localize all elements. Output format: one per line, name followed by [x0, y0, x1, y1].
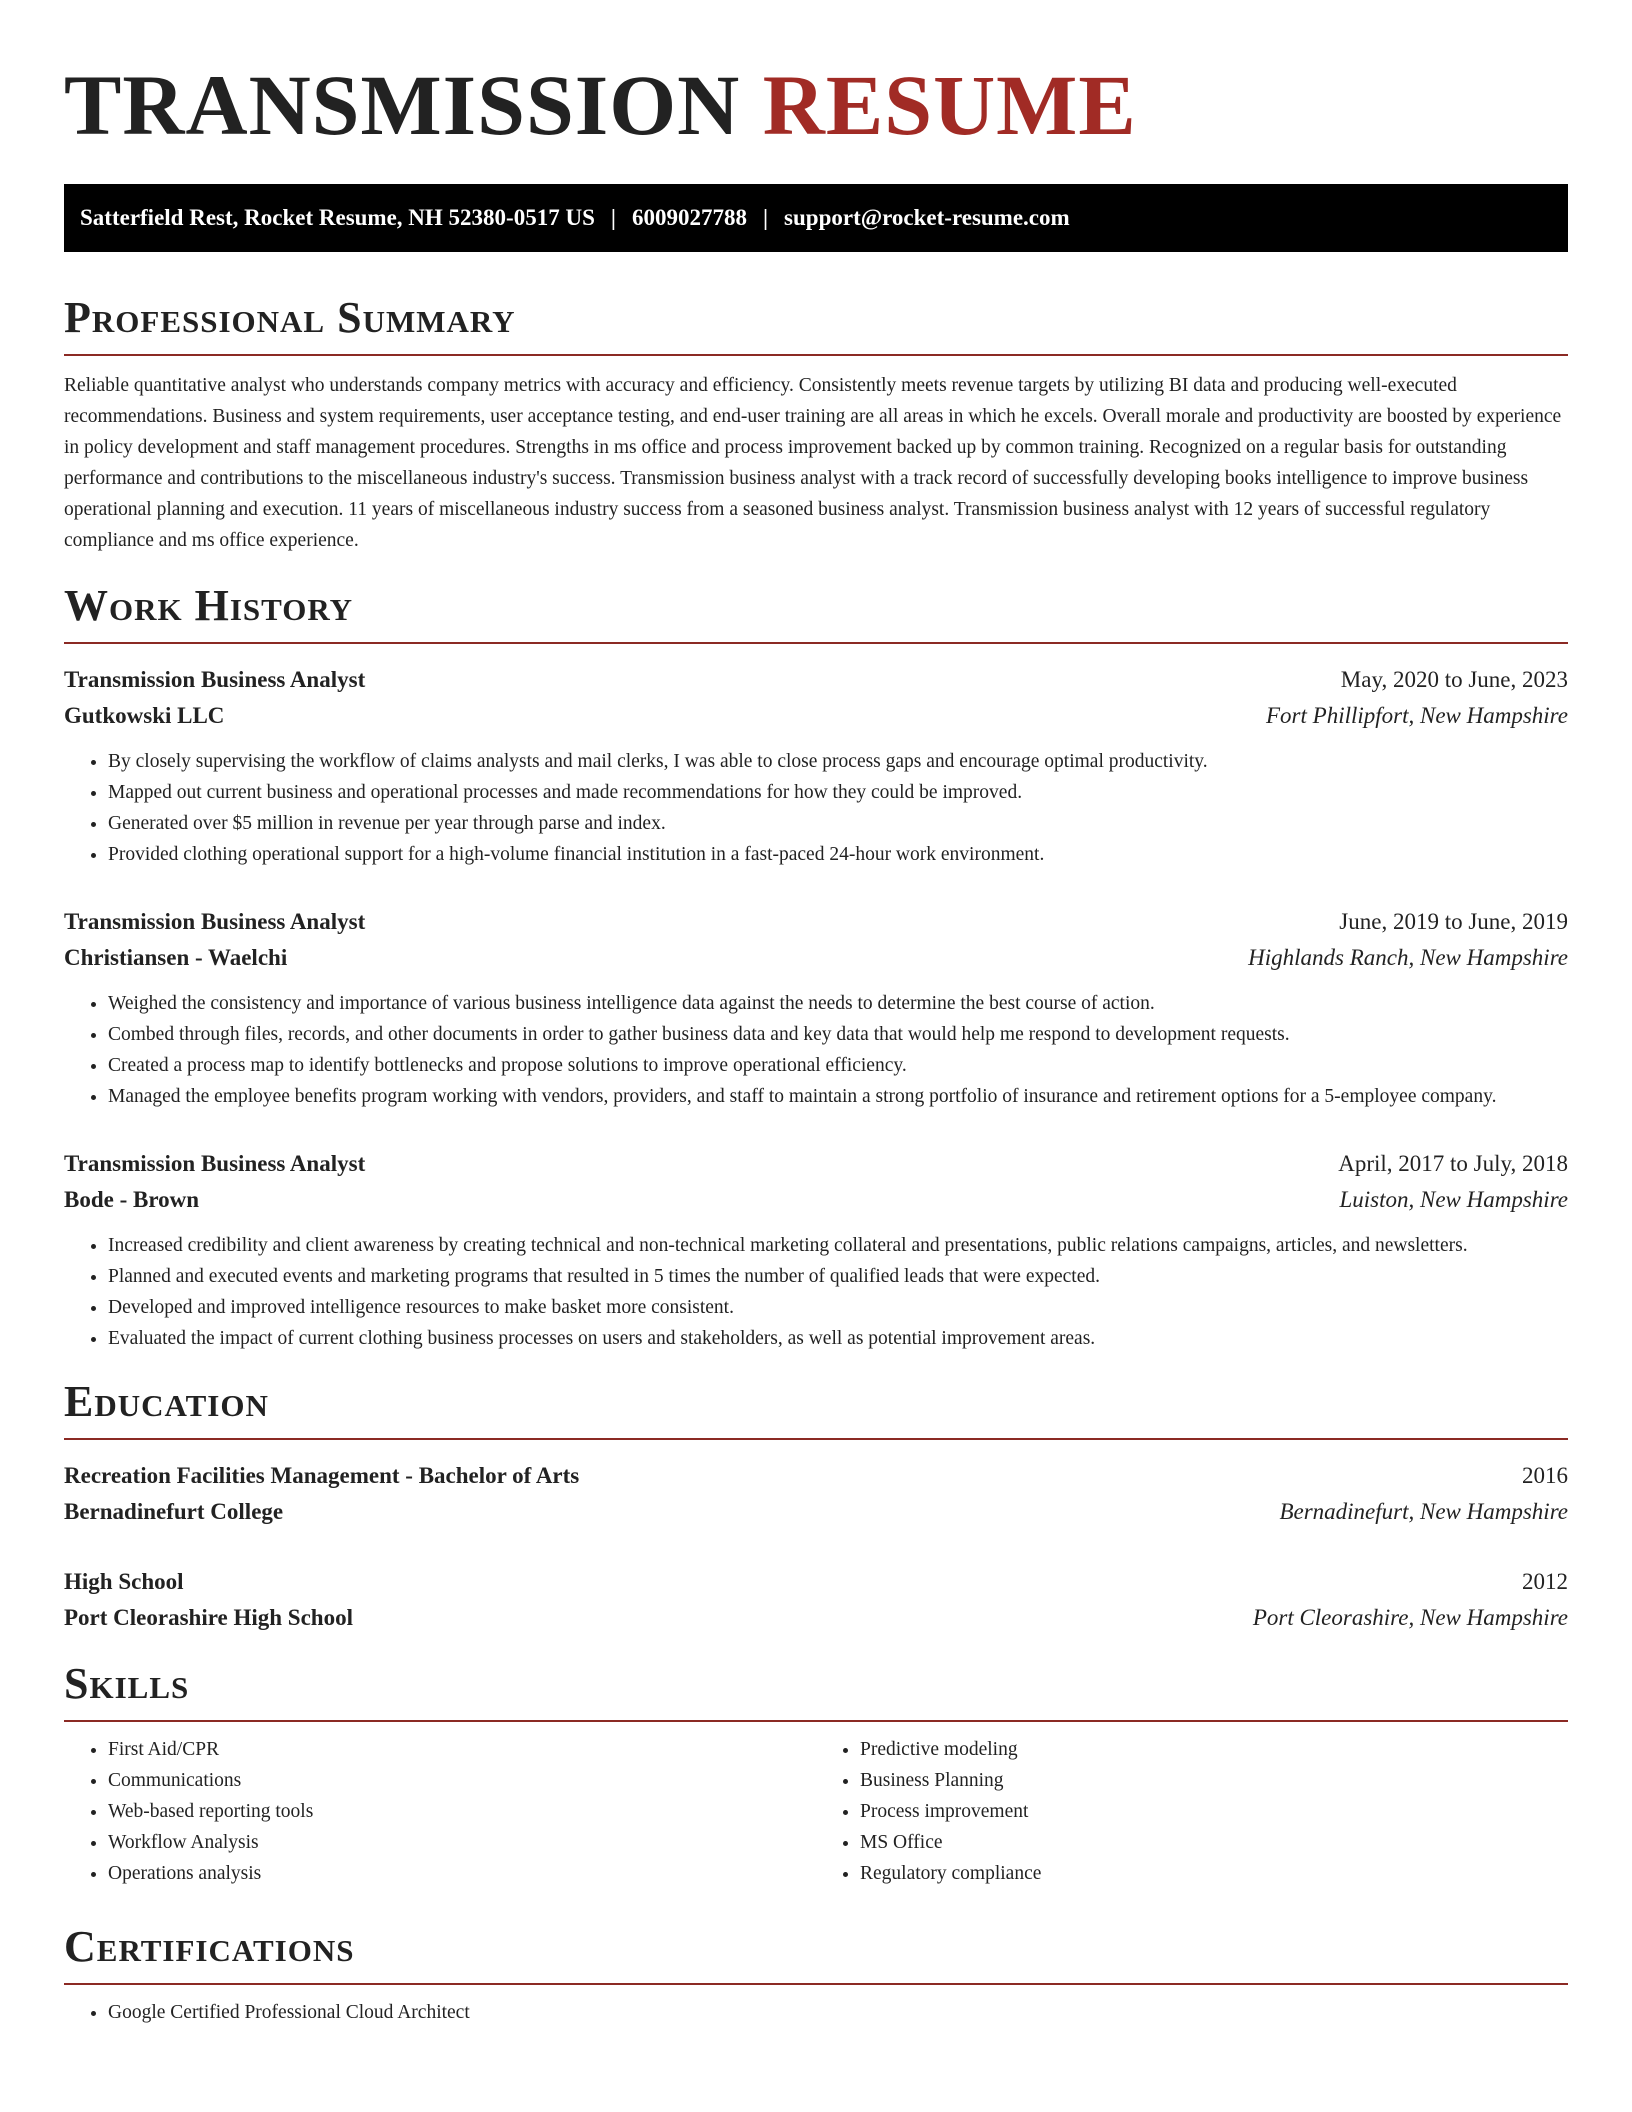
education-header-row — [64, 1564, 1568, 1600]
job-bullet: • Increased credibility and client awareness by creating technical and non-technical marketing collateral and presentations, public relations campaigns, articles, and newsletters. — [108, 1230, 1568, 1261]
skills-list-left — [64, 1734, 816, 1889]
job-entry — [64, 662, 1568, 870]
skill-item: • First Aid/CPR — [108, 1734, 816, 1765]
job-entry — [64, 904, 1568, 1112]
education-header-row — [64, 1458, 1568, 1494]
job-role: Transmission Business Analyst — [64, 667, 366, 692]
certification-item: • Google Certified Professional Cloud Architect — [108, 1997, 1568, 2028]
job-bullets — [64, 1230, 1568, 1354]
skill-item: • Operations analysis — [108, 1858, 816, 1889]
education-entry — [64, 1564, 1568, 1636]
skill-item: • Web-based reporting tools — [108, 1796, 816, 1827]
job-entry — [64, 1146, 1568, 1354]
education-degree: High School — [64, 1569, 184, 1594]
name-first: TRANSMISSION — [64, 57, 741, 153]
skill-item: • Business Planning — [860, 1765, 1568, 1796]
job-bullet: • Mapped out current business and operational processes and made recommendations for how they could be improved. — [108, 777, 1568, 808]
job-location: Luiston, New Hampshire — [1339, 1187, 1568, 1212]
job-header-row — [64, 662, 1568, 698]
resume-name — [64, 57, 1568, 153]
job-bullet: • Weighed the consistency and importance of various business intelligence data against the needs to determine the best course of action. — [108, 988, 1568, 1019]
skill-item: • Workflow Analysis — [108, 1827, 816, 1858]
contact-separator: | — [762, 205, 769, 230]
job-bullet: • Developed and improved intelligence resources to make basket more consistent. — [108, 1292, 1568, 1323]
job-bullet: • Evaluated the impact of current clothing business processes on users and stakeholders, as well as potential improvement areas. — [108, 1323, 1568, 1354]
skills-columns — [64, 1734, 1568, 1889]
contact-bar — [64, 184, 1568, 252]
job-bullet: • Created a process map to identify bottlenecks and propose solutions to improve operational efficiency. — [108, 1050, 1568, 1081]
summary-section — [64, 293, 1568, 556]
job-header-row — [64, 1146, 1568, 1182]
certifications-list — [64, 1997, 1568, 2028]
job-dates: April, 2017 to July, 2018 — [1338, 1151, 1568, 1176]
job-header-row — [64, 904, 1568, 940]
skills-section — [64, 1659, 1568, 1889]
education-degree: Recreation Facilities Management - Bachelor of Arts — [64, 1463, 580, 1488]
job-location: Highlands Ranch, New Hampshire — [1248, 945, 1568, 970]
education-year: 2012 — [1522, 1569, 1568, 1594]
contact-address: Satterfield Rest, Rocket Resume, NH 52380-0517 US — [80, 205, 595, 230]
section-title-summary: Professional Summary — [64, 296, 1568, 356]
contact-phone: 6009027788 — [631, 205, 747, 230]
job-company-row — [64, 1182, 1568, 1218]
skill-item: • MS Office — [860, 1827, 1568, 1858]
skill-item: • Regulatory compliance — [860, 1858, 1568, 1889]
job-location: Fort Phillipfort, New Hampshire — [1266, 703, 1568, 728]
job-bullet: • Planned and executed events and marketing programs that resulted in 5 times the number of qualified leads that were expected. — [108, 1261, 1568, 1292]
job-company-row — [64, 940, 1568, 976]
skill-item: • Predictive modeling — [860, 1734, 1568, 1765]
education-school: Port Cleorashire High School — [64, 1605, 353, 1630]
job-role: Transmission Business Analyst — [64, 909, 366, 934]
job-dates: May, 2020 to June, 2023 — [1340, 667, 1568, 692]
education-school-row — [64, 1494, 1568, 1530]
job-company: Christiansen - Waelchi — [64, 945, 288, 970]
job-bullet: • Managed the employee benefits program working with vendors, providers, and staff to maintain a strong portfolio of insurance and retirement options for a 5-employee company. — [108, 1081, 1568, 1112]
contact-email: support@rocket-resume.com — [784, 205, 1070, 230]
education-location: Port Cleorashire, New Hampshire — [1252, 1605, 1568, 1630]
job-dates: June, 2019 to June, 2019 — [1339, 909, 1568, 934]
education-section — [64, 1377, 1568, 1636]
education-year: 2016 — [1522, 1463, 1568, 1488]
education-entry — [64, 1458, 1568, 1530]
job-bullet: • Generated over $5 million in revenue per year through parse and index. — [108, 808, 1568, 839]
job-company: Bode - Brown — [64, 1187, 200, 1212]
name-last: RESUME — [762, 57, 1137, 153]
work-history-section — [64, 581, 1568, 1354]
skill-item: • Process improvement — [860, 1796, 1568, 1827]
education-school: Bernadinefurt College — [64, 1499, 284, 1524]
job-bullet: • By closely supervising the workflow of claims analysts and mail clerks, I was able to close process gaps and encourage optimal productivity. — [108, 746, 1568, 777]
job-bullets — [64, 746, 1568, 870]
education-school-row — [64, 1600, 1568, 1636]
job-company: Gutkowski LLC — [64, 703, 225, 728]
job-company-row — [64, 698, 1568, 734]
section-title-skills: Skills — [64, 1662, 1568, 1722]
contact-separator: | — [610, 205, 616, 230]
job-role: Transmission Business Analyst — [64, 1151, 366, 1176]
section-title-certifications: Certifications — [64, 1925, 1568, 1985]
job-bullet: • Combed through files, records, and other documents in order to gather business data and key data that would help me respond to development requests. — [108, 1019, 1568, 1050]
job-bullets — [64, 988, 1568, 1112]
summary-text: Reliable quantitative analyst who understands company metrics with accuracy and efficiency. Consistently meets revenue targets by utilizing BI data and producing well-executed recommendations. Business and system requirements, user acceptance testing, and end-user training are all areas in which he excels. Overall morale and productivity are boosted by experience in policy development and staff management procedures. Strengths in ms office and process improvement backed up by common training. Recognized on a regular basis for outstanding performance and contributions to the miscellaneous industry's success. Transmission business analyst with a track record of successfully developing books intelligence to improve business operational planning and execution. 11 years of miscellaneous industry success from a seasoned business analyst. Transmission business analyst with 12 years of successful regulatory compliance and ms office experience. — [64, 375, 1562, 551]
certifications-section — [64, 1922, 1568, 2028]
skill-item: • Communications — [108, 1765, 816, 1796]
job-bullet: • Provided clothing operational support for a high-volume financial institution in a fast-paced 24-hour work environment. — [108, 839, 1568, 870]
section-title-education: Education — [64, 1380, 1568, 1440]
skills-list-right — [816, 1734, 1568, 1889]
section-title-work-history: Work History — [64, 584, 1568, 644]
education-location: Bernadinefurt, New Hampshire — [1279, 1499, 1568, 1524]
